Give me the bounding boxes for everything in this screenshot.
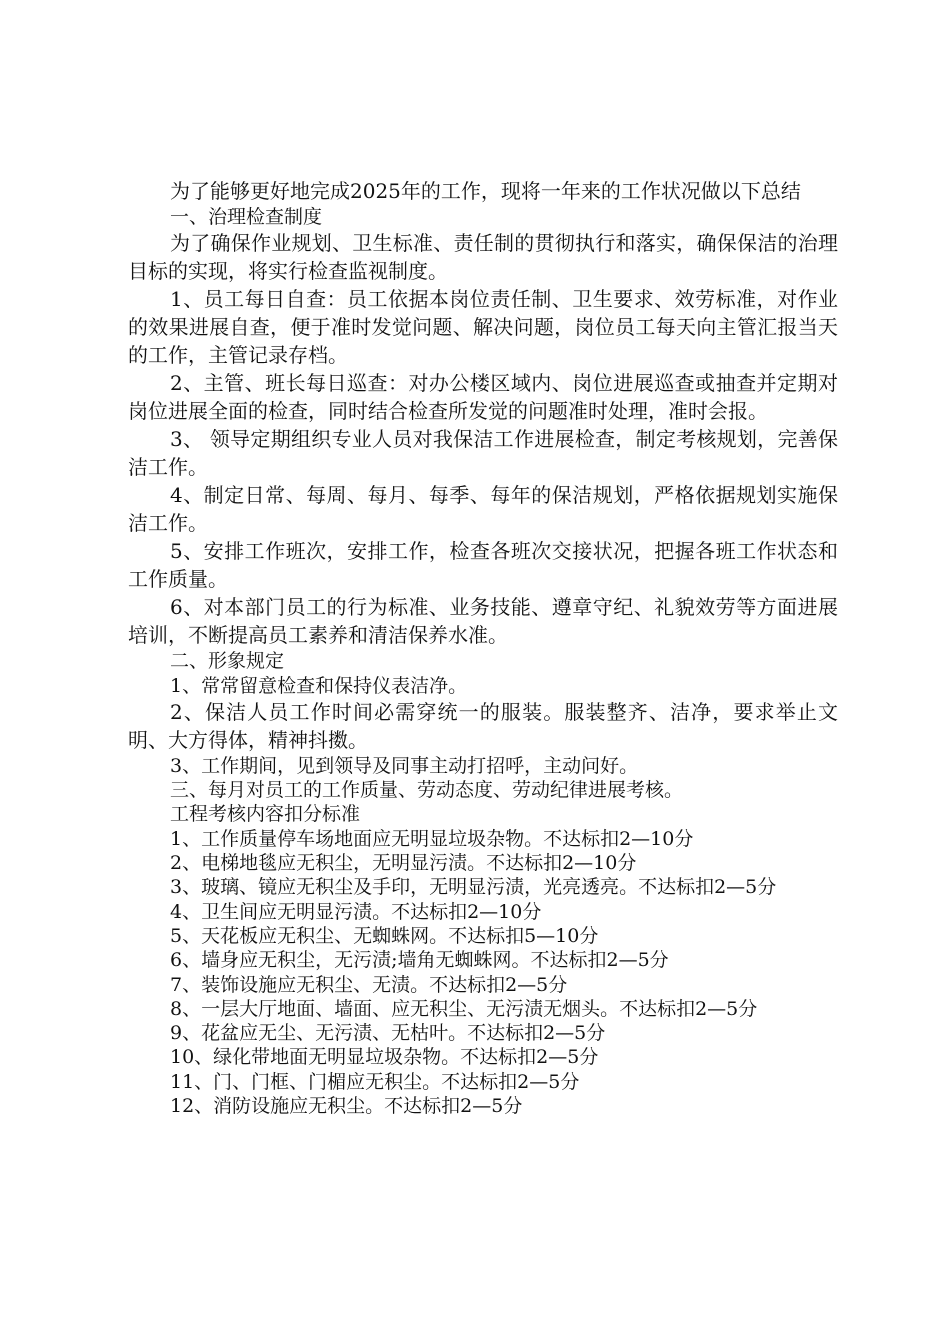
list-item: 2、主管、班长每日巡查：对办公楼区域内、岗位进展巡查或抽查并定期对岗位进展全面的检查，同时结合检查所发觉的问题准时处理，准时会报。	[128, 371, 838, 424]
standards-heading: 工程考核内容扣分标准	[170, 803, 361, 826]
list-item: 3、 领导定期组织专业人员对我保洁工作进展检查，制定考核规划，完善保洁工作。	[128, 427, 838, 480]
list-item: 2、保洁人员工作时间必需穿统一的服装。服装整齐、洁净，要求举止文明、大方得体，精神抖擞。	[128, 699, 838, 752]
list-item: 1、常常留意检查和保持仪表洁净。	[170, 674, 468, 697]
standard-item: 8、一层大厅地面、墙面、应无积尘、无污渍无烟头。不达标扣2—5分	[170, 997, 758, 1020]
standard-item: 1、工作质量停车场地面应无明显垃圾杂物。不达标扣2—10分	[170, 827, 694, 850]
standard-item: 10、绿化带地面无明显垃圾杂物。不达标扣2—5分	[170, 1046, 599, 1069]
list-item: 5、安排工作班次，安排工作，检查各班次交接状况，把握各班工作状态和工作质量。	[128, 539, 838, 592]
section-heading: 二、形象规定	[170, 650, 285, 673]
document-page	[128, 177, 838, 1118]
list-item: 3、工作期间，见到领导及同事主动打招呼，主动问好。	[170, 754, 639, 777]
list-item: 4、制定日常、每周、每月、每季、每年的保洁规划，严格依据规划实施保洁工作。	[128, 483, 838, 536]
list-item: 1、员工每日自查：员工依据本岗位责任制、卫生要求、效劳标准，对作业的效果进展自查，便于准时发觉问题、解决问题，岗位员工每天向主管汇报当天的工作，主管记录存档。	[128, 287, 838, 368]
standard-item: 12、消防设施应无积尘。不达标扣2—5分	[170, 1095, 523, 1118]
list-item: 6、对本部门员工的行为标准、业务技能、遵章守纪、礼貌效劳等方面进展培训，不断提高员工素养和清洁保养水准。	[128, 595, 838, 648]
standard-item: 4、卫生间应无明显污渍。不达标扣2—10分	[170, 900, 542, 923]
section-heading: 三、每月对员工的工作质量、劳动态度、劳动纪律进展考核。	[170, 779, 684, 802]
intro-paragraph: 为了能够更好地完成2025年的工作，现将一年来的工作状况做以下总结	[170, 179, 801, 203]
standard-item: 11、门、门框、门楣应无积尘。不达标扣2—5分	[170, 1070, 580, 1093]
standard-item: 7、装饰设施应无积尘、无渍。不达标扣2—5分	[170, 973, 568, 996]
section-heading: 一、治理检查制度	[170, 206, 323, 228]
standard-item: 6、墙身应无积尘，无污渍;墙角无蜘蛛网。不达标扣2—5分	[170, 949, 669, 972]
standard-item: 3、玻璃、镜应无积尘及手印，无明显污渍，光亮透亮。不达标扣2—5分	[170, 876, 777, 899]
standard-item: 9、花盆应无尘、无污渍、无枯叶。不达标扣2—5分	[170, 1022, 606, 1045]
section-intro-paragraph: 为了确保作业规划、卫生标准、责任制的贯彻执行和落实，确保保洁的治理目标的实现，将实行检查监视制度。	[128, 231, 838, 284]
standard-item: 5、天花板应无积尘、无蜘蛛网。不达标扣5—10分	[170, 924, 599, 947]
standard-item: 2、电梯地毯应无积尘，无明显污渍。不达标扣2—10分	[170, 852, 637, 875]
